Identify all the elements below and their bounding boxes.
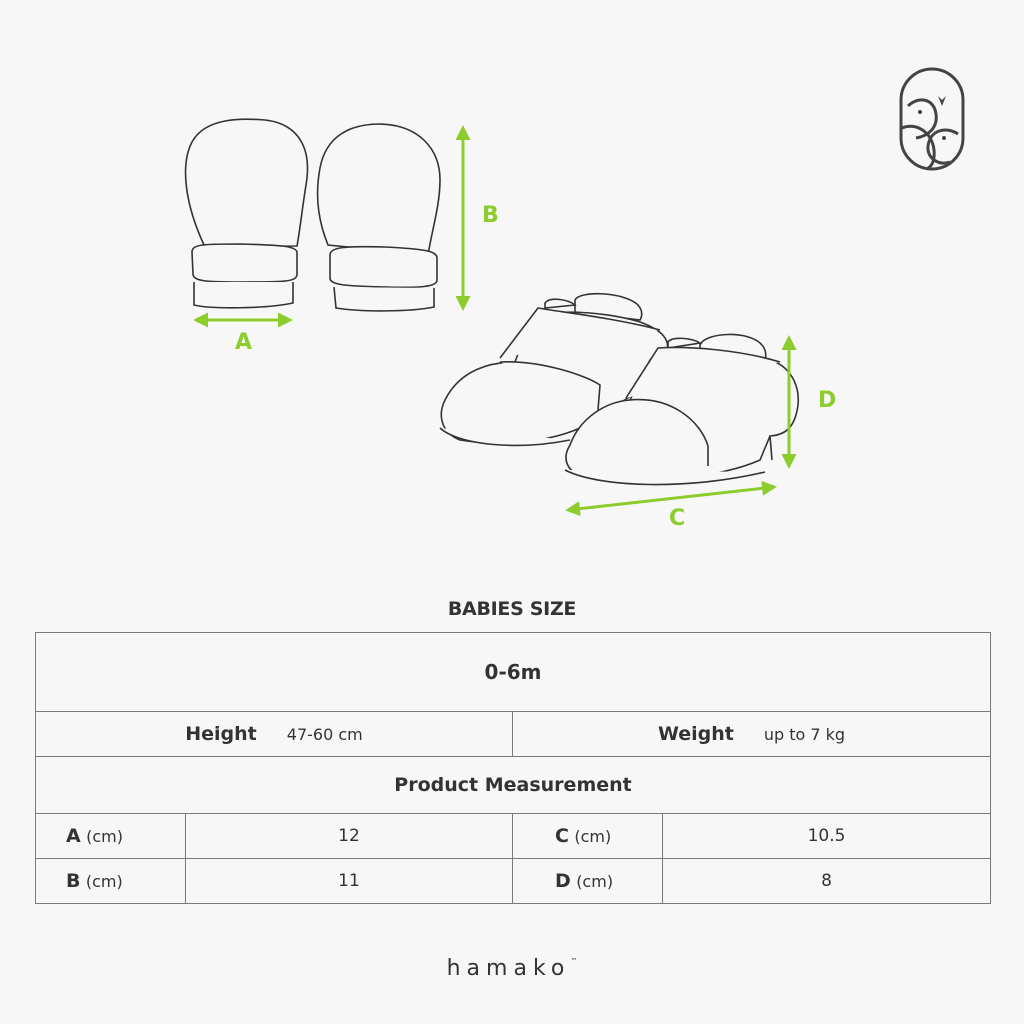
age-row [36, 633, 991, 712]
measure-d-unit: (cm) [576, 872, 614, 891]
measure-a-value: 12 [338, 826, 360, 846]
age-range: 0-6m [484, 660, 542, 684]
measure-c-key: C [555, 825, 569, 847]
right-mitten-drawing [318, 124, 440, 311]
height-cell [36, 712, 513, 757]
trademark-mark: ™ [570, 957, 578, 965]
product-measurement-heading: Product Measurement [394, 774, 632, 796]
table-row [36, 859, 991, 904]
measure-d-key: D [555, 870, 571, 892]
dimension-c-label: C [669, 506, 686, 531]
height-label: Height [185, 723, 257, 745]
fox-birds-logo-icon [898, 66, 966, 172]
table-row [36, 814, 991, 859]
dimension-d-label: D [818, 388, 837, 413]
left-mitten-drawing [186, 119, 308, 308]
brand-wordmark [0, 956, 1024, 981]
height-value: 47-60 cm [286, 725, 363, 744]
dimension-b-label: B [482, 203, 499, 228]
weight-value: up to 7 kg [763, 725, 846, 744]
measure-c-unit: (cm) [574, 827, 612, 846]
weight-label: Weight [657, 723, 734, 745]
measure-a-unit: (cm) [86, 827, 123, 846]
weight-cell [513, 712, 991, 757]
measure-b-unit: (cm) [85, 872, 123, 891]
measure-c-value: 10.5 [807, 826, 846, 846]
product-measurement-row [36, 757, 991, 814]
measure-d-value: 8 [821, 871, 832, 891]
measure-b-key: B [66, 870, 81, 892]
measure-b-value: 11 [338, 871, 360, 891]
measure-a-key: A [66, 825, 81, 847]
size-table-title: BABIES SIZE [447, 598, 577, 620]
brand-name: hamako [446, 956, 571, 981]
height-weight-row [36, 712, 991, 757]
size-table [35, 632, 991, 904]
dimension-a-label: A [235, 330, 253, 355]
